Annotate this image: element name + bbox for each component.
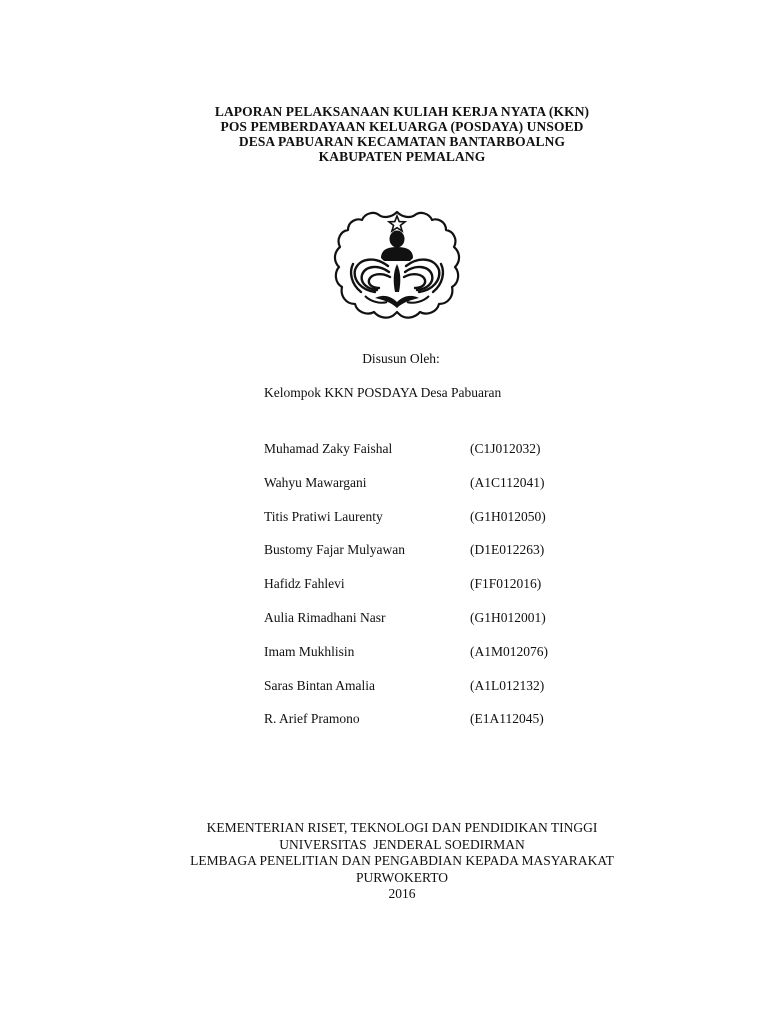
member-row <box>264 576 584 610</box>
member-nim: (F1F012016) <box>470 576 542 592</box>
member-row <box>264 542 584 576</box>
report-title <box>0 104 768 164</box>
title-line-4: KABUPATEN PEMALANG <box>318 149 486 164</box>
university-name: UNIVERSITAS JENDERAL SOEDIRMAN <box>279 836 525 852</box>
university-emblem-icon <box>331 206 463 330</box>
member-name: Titis Pratiwi Laurenty <box>264 508 383 524</box>
member-name: Aulia Rimadhani Nasr <box>264 609 386 625</box>
member-nim: (G1H012050) <box>470 508 546 524</box>
member-name: R. Arief Pramono <box>264 711 360 727</box>
member-name: Muhamad Zaky Faishal <box>264 441 393 456</box>
title-line-2: POS PEMBERDAYAAN KELUARGA (POSDAYA) UNSOED <box>220 119 584 134</box>
member-nim: (A1C112041) <box>470 474 545 490</box>
institute-name: LEMBAGA PENELITIAN DAN PENGABDIAN KEPADA MASYARAKAT <box>190 853 614 868</box>
compiled-by-label: Disusun Oleh: <box>362 351 440 366</box>
member-nim: (C1J012032) <box>470 441 541 456</box>
member-nim: (A1M012076) <box>470 643 548 659</box>
ministry-name: KEMENTERIAN RISET, TEKNOLOGI DAN PENDIDIKAN TINGGI <box>206 820 598 835</box>
member-row <box>264 509 584 543</box>
member-row <box>264 475 584 509</box>
member-nim: (D1E012263) <box>470 542 545 558</box>
member-name: Wahyu Mawargani <box>264 474 367 490</box>
year: 2016 <box>388 886 416 901</box>
title-line-3: DESA PABUARAN KECAMATAN BANTARBOALNG <box>238 134 566 149</box>
group-name: Kelompok KKN POSDAYA Desa Pabuaran <box>264 385 502 400</box>
member-row <box>264 441 584 475</box>
member-name: Imam Mukhlisin <box>264 643 355 659</box>
member-nim: (A1L012132) <box>470 677 545 693</box>
city-name: PURWOKERTO <box>356 869 448 885</box>
title-line-1: LAPORAN PELAKSANAAN KULIAH KERJA NYATA (KKN) <box>214 104 590 119</box>
member-name: Saras Bintan Amalia <box>264 677 375 693</box>
member-row <box>264 678 584 712</box>
institution-footer <box>0 820 768 903</box>
member-row <box>264 644 584 678</box>
member-name: Bustomy Fajar Mulyawan <box>264 542 405 558</box>
member-list <box>264 441 584 745</box>
member-nim: (E1A112045) <box>470 711 544 727</box>
member-name: Hafidz Fahlevi <box>264 576 345 592</box>
member-row <box>264 610 584 644</box>
member-nim: (G1H012001) <box>470 609 546 625</box>
member-row <box>264 711 584 745</box>
